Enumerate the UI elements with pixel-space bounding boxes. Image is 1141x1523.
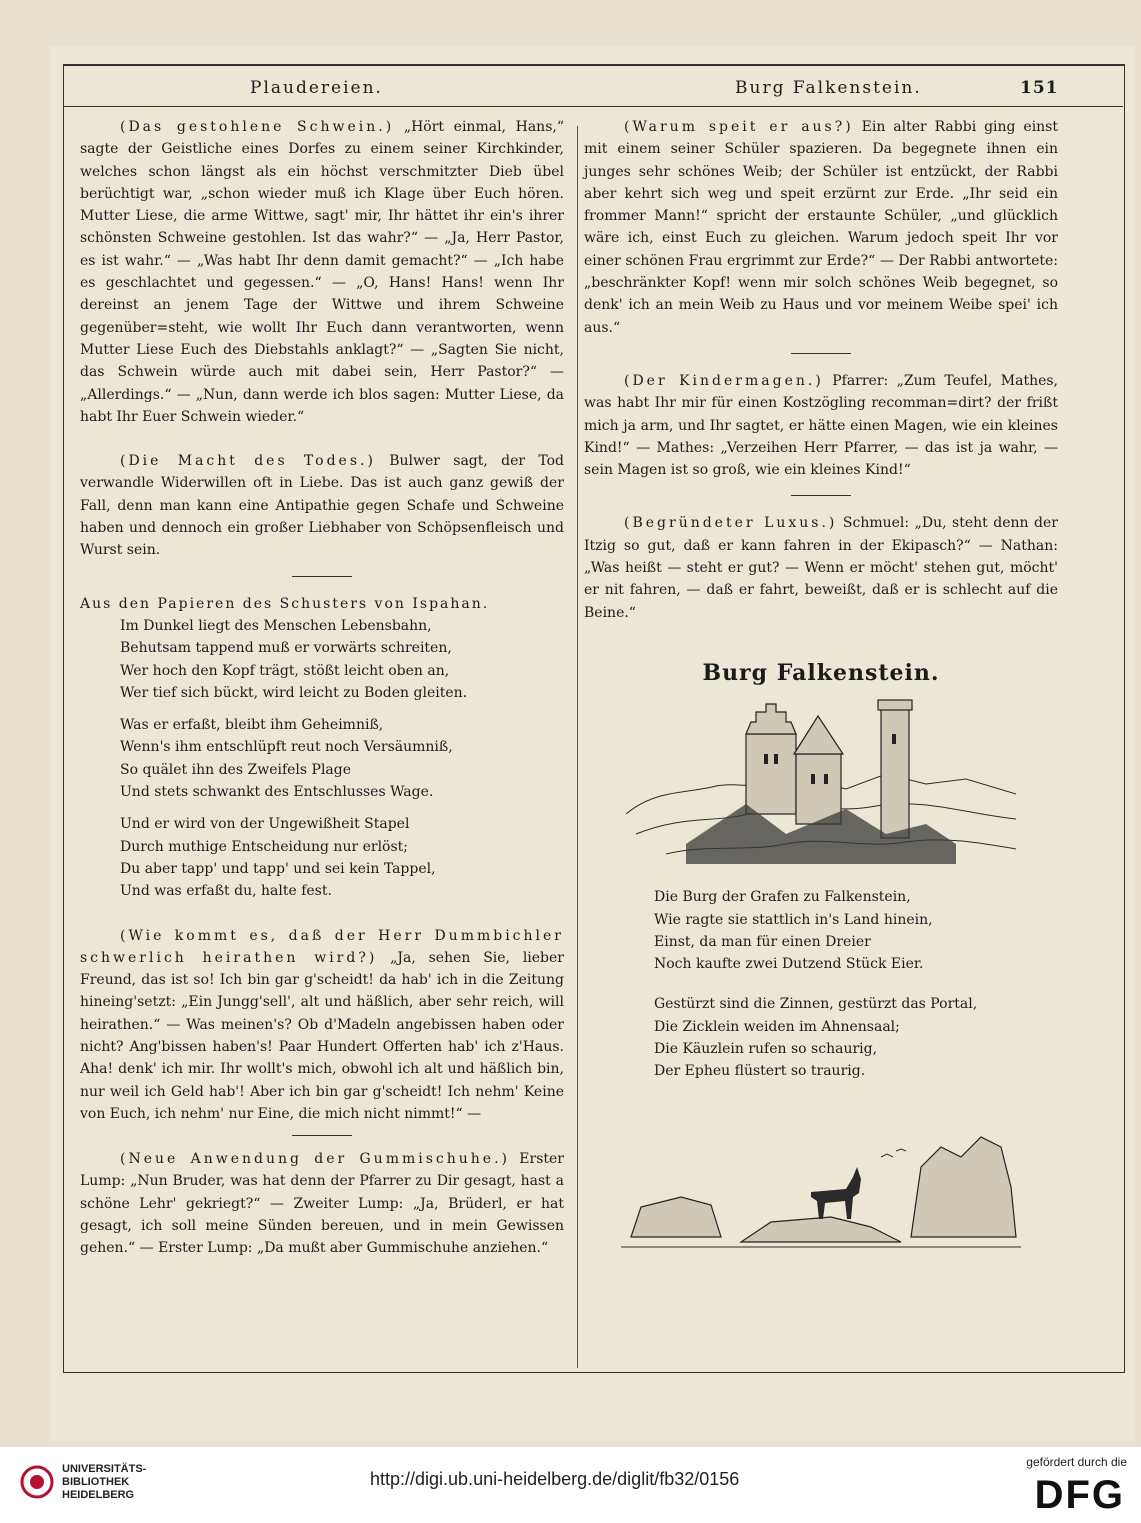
poem-line: Einst, da man für einen Dreier xyxy=(654,933,871,950)
anecdote-heading: (Neue Anwendung der Gummischuhe.) xyxy=(120,1151,510,1168)
anecdote-rubber-shoes xyxy=(80,1148,564,1259)
separator xyxy=(791,495,851,496)
poem-line: Die Käuzlein rufen so schaurig, xyxy=(654,1041,878,1058)
poem-line: Und was erfaßt du, halte fest. xyxy=(120,883,332,900)
poem-line: Du aber tapp' und tapp' und sei kein Tappel, xyxy=(120,860,436,877)
poem-line: Die Burg der Grafen zu Falkenstein, xyxy=(654,889,911,906)
separator xyxy=(292,1135,352,1136)
poem-line: Und er wird von der Ungewißheit Stapel xyxy=(120,816,410,833)
library-name xyxy=(62,1463,146,1502)
permalink-url[interactable]: http://digi.ub.uni-heidelberg.de/diglit/fb32/0156 xyxy=(370,1469,740,1489)
running-title-right: Burg Falkenstein. xyxy=(735,78,922,98)
poem-line: Noch kaufte zwei Dutzend Stück Eier. xyxy=(654,956,924,973)
anecdote-stolen-pig xyxy=(80,116,564,428)
poem-line: Der Epheu flüstert so traurig. xyxy=(654,1063,866,1080)
castle-illustration xyxy=(626,694,1016,874)
poem-line: Was er erfaßt, bleibt ihm Geheimniß, xyxy=(120,717,384,734)
anecdote-child-stomach xyxy=(584,370,1058,481)
anecdote-text: Schmuel: „Du, steht denn der Itzig so gut, daß er kann fahren in der Ekipasch?“ — Nathan: „Was heißt — steht er gut? — Wenn er möcht' stehen gut, möcht' er nit fahren, — daß er fahrt, beweißt, daß er is schlecht auf die Beine.“ xyxy=(584,515,1058,621)
poem-stanza xyxy=(120,714,564,803)
separator xyxy=(791,353,851,354)
poem-line: So quälet ihn des Zweifels Plage xyxy=(120,761,352,778)
library-name-line: BIBLIOTHEK xyxy=(62,1475,130,1488)
header-rule xyxy=(63,106,1123,107)
poem-line: Durch muthige Entscheidung nur erlöst; xyxy=(120,838,409,855)
poem-line: Behutsam tappend muß er vorwärts schreiten, xyxy=(120,640,452,657)
anecdote-heading: (Begründeter Luxus.) xyxy=(624,515,838,532)
running-title-left: Plaudereien. xyxy=(250,78,383,98)
right-column xyxy=(584,116,1058,1257)
ruins-goat-illustration xyxy=(621,1127,1021,1257)
spacer xyxy=(654,985,1058,993)
poem-shoemaker xyxy=(80,615,564,903)
anecdote-text: Bulwer sagt, der Tod verwandle Widerwillen oft in Liebe. Das ist auch ganz gewiß der Fall, denn man kann eine Antipathie gegen Schafe und Schweine haben und dennoch ein großer Liebhaber von Schöpsenfleisch und Wurst sein. xyxy=(80,453,565,559)
poem-line: Die Zicklein weiden im Ahnensaal; xyxy=(654,1018,900,1035)
dfg-logo[interactable]: DFG xyxy=(1034,1473,1125,1517)
castle-title: Burg Falkenstein. xyxy=(702,659,940,686)
anecdote-text: Erster Lump: „Nun Bruder, was hat denn der Pfarrer zu Dir gesagt, hast a schöne Lehr' gekriegt?“ — Zweiter Lump: „Ja, Brüderl, er hat gesagt, ich soll meine Sünden bereuen, und in mein Gewissen gehen.“ — Erster Lump: „Da mußt aber Gummischuhe anziehen.“ xyxy=(80,1151,564,1257)
poem-line: Wer tief sich bückt, wird leicht zu Boden gleiten. xyxy=(120,684,468,701)
university-seal-icon xyxy=(20,1459,54,1505)
anecdote-text: Pfarrer: „Zum Teufel, Mathes, was habt Ihr mir für einen Kostzögling recomman=dirt? der frißt mich ja arm, und Ihr sagtet, er hätte einen Magen, wie ein kleines Kind!“ — Mathes: „Verzeihen Herr Pfarrer, — das ist ja wahr, — sein Magen ist so groß, wie ein kleines Kind!“ xyxy=(584,372,1059,479)
anecdote-heading: (Warum speit er aus?) xyxy=(624,119,854,135)
poem-title: Aus den Papieren des Schusters von Ispahan. xyxy=(80,595,490,612)
column-rule xyxy=(577,126,578,1368)
library-name-line: HEIDELBERG xyxy=(62,1488,135,1501)
separator xyxy=(292,576,352,577)
anecdote-heading: (Das gestohlene Schwein.) xyxy=(120,119,395,135)
spacer xyxy=(80,428,564,450)
funding-note: gefördert durch die xyxy=(1026,1455,1127,1469)
spacer xyxy=(80,913,564,925)
poem-line: Wenn's ihm entschlüpft reut noch Versäumniß, xyxy=(120,739,453,756)
poem-stanza xyxy=(120,615,564,704)
anecdote-rabbi xyxy=(584,116,1058,339)
anecdote-text: Ein alter Rabbi ging einst mit einem seiner Schüler spazieren. Da begegnete ihnen ein junges sehr schönes Weib; der Schüler ist entzückt, der Rabbi aber kehrt sich weg und speit erzürnt zur Erde. „Ihr seid ein frommer Mann!“ spricht der erstaunte Schüler, „und glücklich wäre ich, einst Euch zu gleichen. Warum jedoch speit Ihr vor einer schönen Frau ergrimmt zur Erde?“ — Der Rabbi antwortete: „beschränkter Kopf! wenn mir solch schönes Weib begegnet, so denk' ich an mein Weib zu Haus und vor meinem Weibe spei' ich aus.“ xyxy=(584,119,1058,336)
poem-line: Gestürzt sind die Zinnen, gestürzt das Portal, xyxy=(654,996,978,1013)
anecdote-heading: (Der Kindermagen.) xyxy=(624,372,824,389)
anecdote-power-of-death xyxy=(80,450,564,561)
poem-line: Im Dunkel liegt des Menschen Lebensbahn, xyxy=(120,617,432,634)
footer-bar xyxy=(0,1447,1141,1523)
anecdote-text: „Ja, sehen Sie, lieber Freund, das ist so! Ich bin gar g'scheidt! da hab' ich in die Zeitung hineing'setzt: „Ein Jungg'sell', alt und häßlich, aber sehr reich, will heirathen.“ — Was meinen's? Ob d'Madeln angebissen haben oder nicht? Ang'bissen haben's! Paar Hundert Offerten hab' ich z'Haus. Aha! denk' ich mir. Ihr wollt's mich, obwohl ich alt und häßlich bin, nur weil ich Geld hab'! Aber ich bin gar g'scheidt! Ich nehm' Keine von Euch, ich nehm' nur Eine, die mich nicht nimmt!“ — xyxy=(80,949,564,1122)
poem-line: Wie ragte sie stattlich in's Land hinein, xyxy=(654,911,933,928)
castle-poem xyxy=(584,886,1058,1082)
poem-line: Wer hoch den Kopf trägt, stößt leicht oben an, xyxy=(120,662,450,679)
anecdote-dummbichler xyxy=(80,925,564,1126)
poem-line: Und stets schwankt des Entschlusses Wage. xyxy=(120,784,434,801)
anecdote-text: „Hört einmal, Hans,“ sagte der Geistliche eines Dorfes zu einem seiner Kirchkinder, welches schon längst als ein höchst verschmitzter Dieb übel berüchtigt war, „schon wieder muß ich Klage über Euch hören. Mutter Liese, die arme Wittwe, sagt' mir, Ihr hättet ihr ein's ihrer schönsten Schweine gestohlen. Ist das wahr?“ — „Ja, Herr Pastor, es ist wahr.“ — „Was habt Ihr denn damit gemacht?“ — „Ich habe es geschlachtet und gegessen.“ — „O, Hans! Hans! wenn Ihr dereinst an jenem Tage der Wittwe und ihrem Schweine gegenüber=steht, wie wollt Ihr Euch dann verantworten, wenn Mutter Liese Euch des Diebstahls anklagt?“ — „Sagten Sie nicht, das Schwein würde auch mit dabei sein, Herr Pastor?“ — „Allerdings.“ — „Nun, dann werde ich blos sagen: Mutter Liese, da habt Ihr Euer Schwein wieder.“ xyxy=(80,119,564,425)
anecdote-luxury xyxy=(584,512,1058,623)
poem-stanza xyxy=(120,813,564,902)
anecdote-heading: (Wie kommt es, daß der Herr Dummbichler schwerlich heirathen wird?) xyxy=(80,927,564,966)
page-number: 151 xyxy=(1020,78,1059,98)
anecdote-heading: (Die Macht des Todes.) xyxy=(120,453,376,470)
library-name-line: UNIVERSITÄTS- xyxy=(62,1462,147,1475)
poem-stanza xyxy=(654,886,1058,975)
library-logo-block[interactable] xyxy=(20,1459,146,1505)
poem-stanza xyxy=(654,993,1058,1082)
left-column xyxy=(80,116,564,1260)
